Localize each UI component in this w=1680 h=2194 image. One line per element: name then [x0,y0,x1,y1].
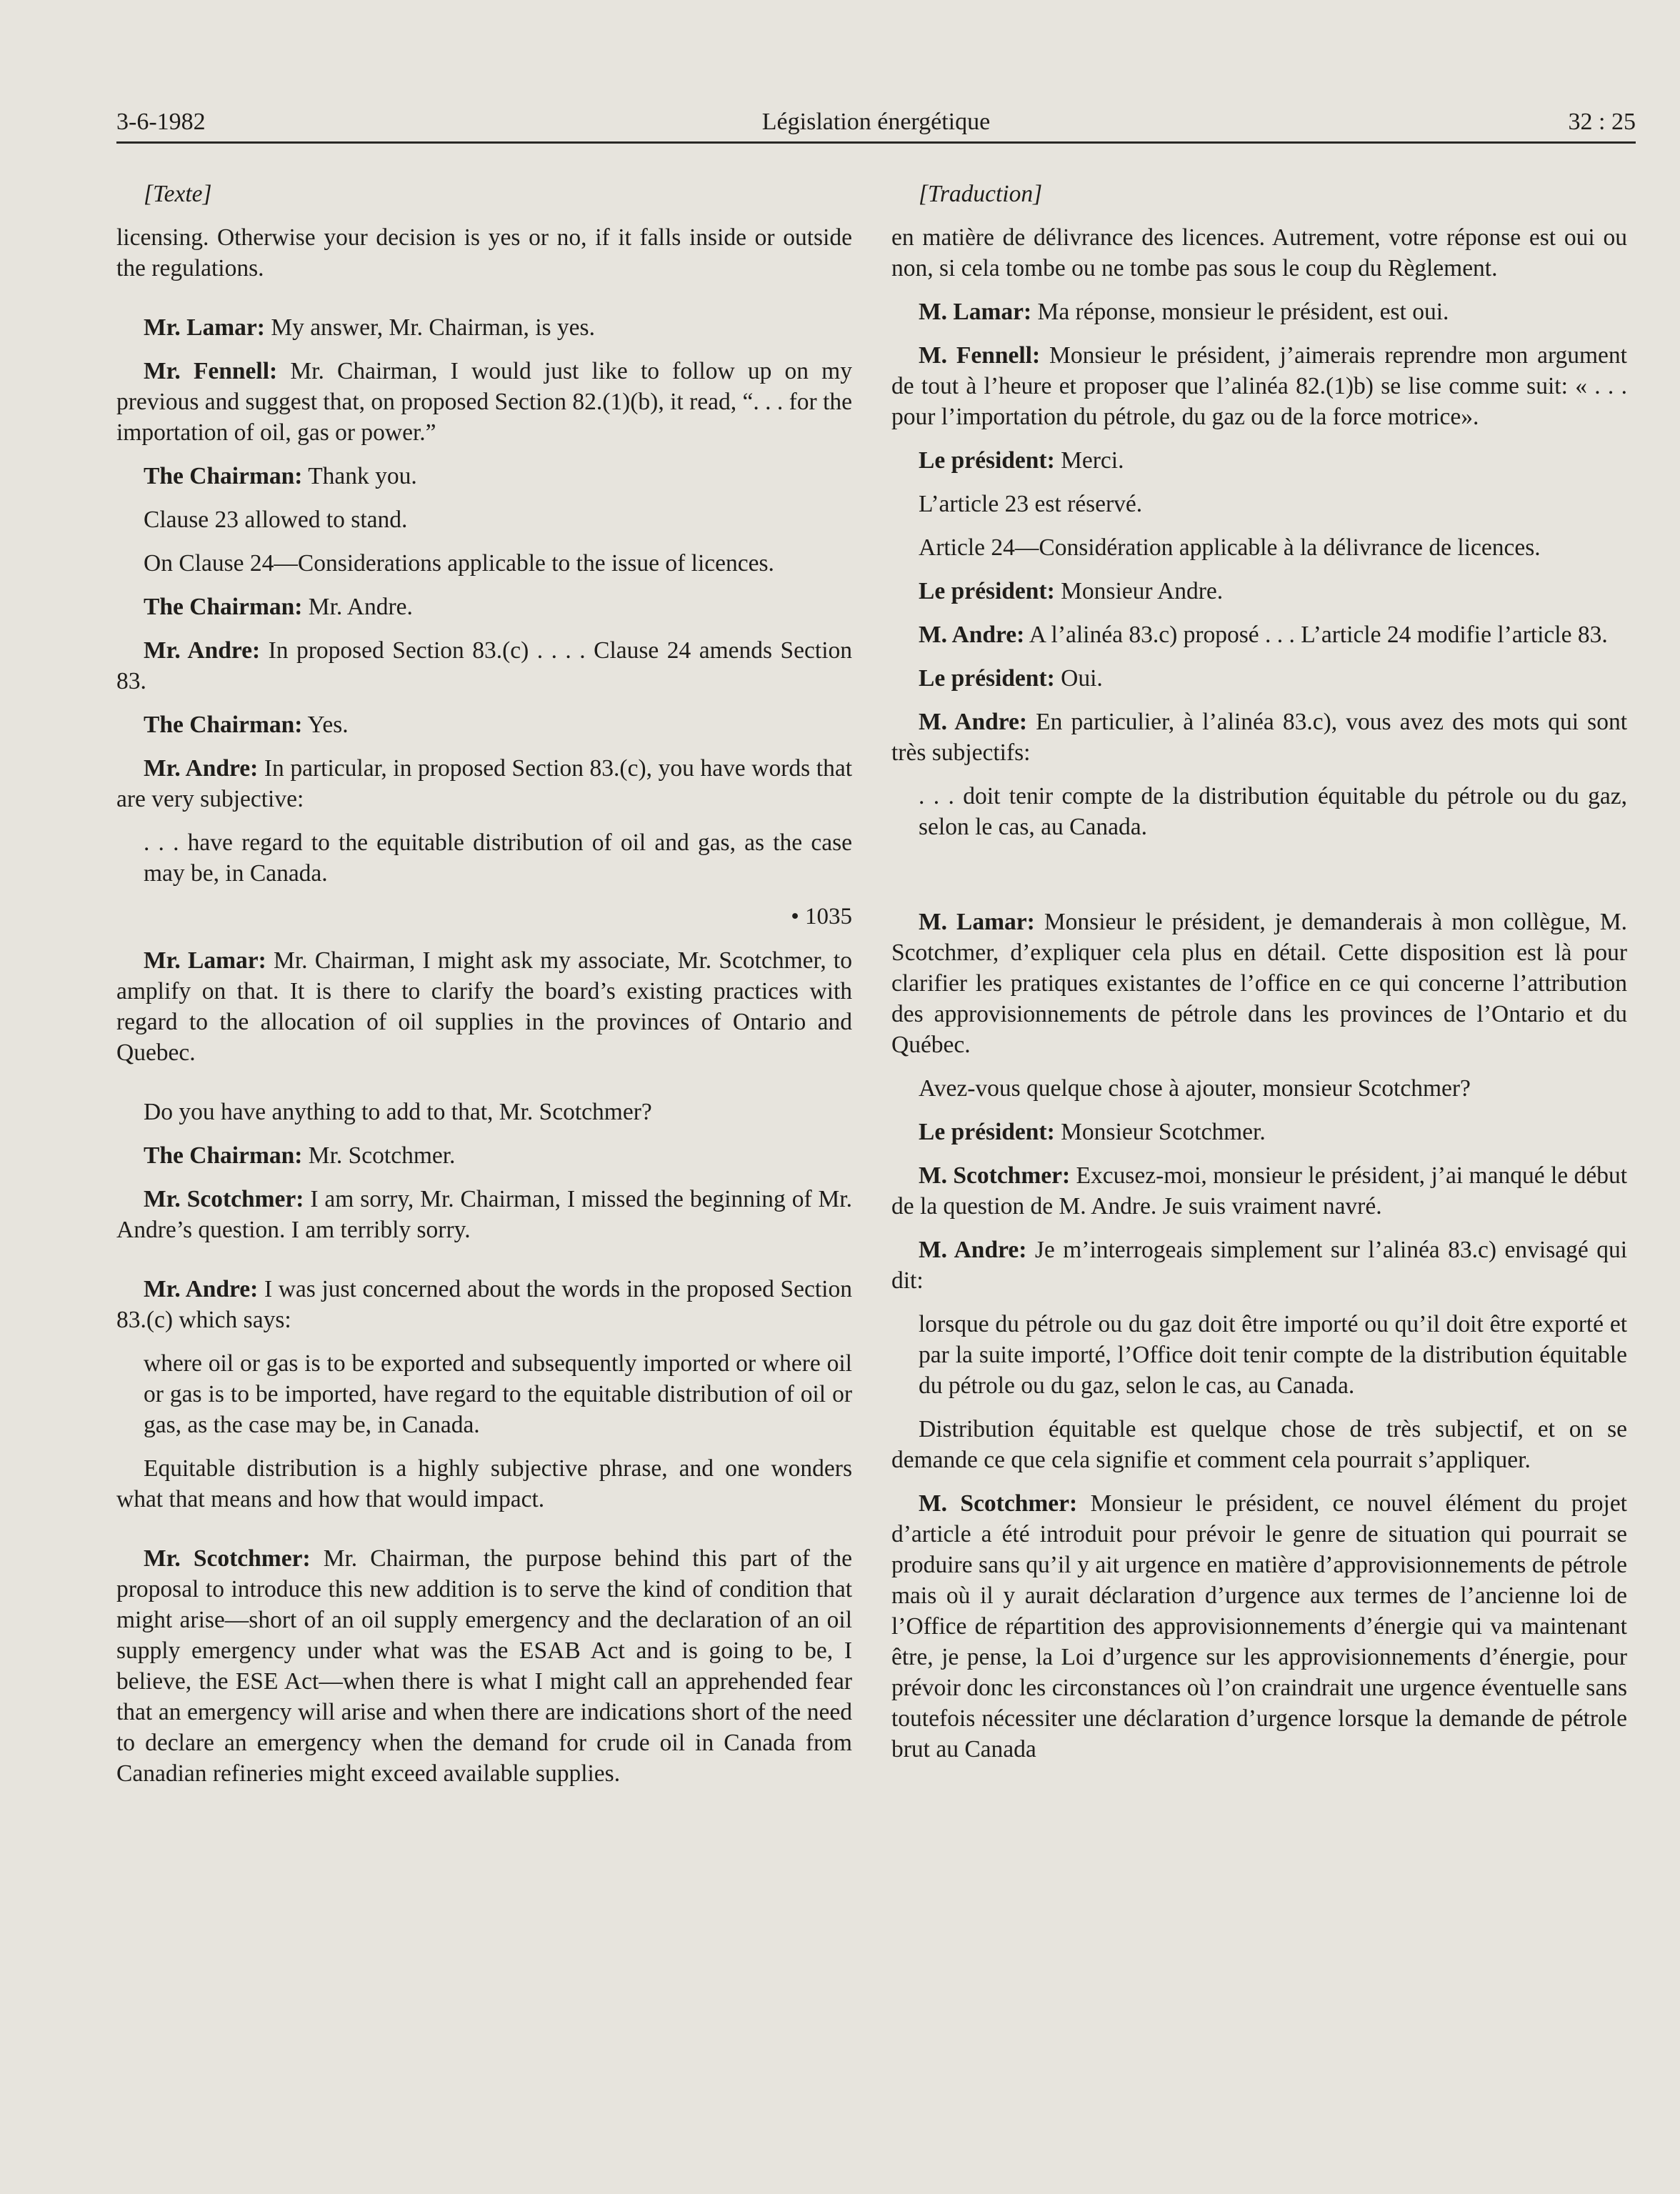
speech [116,592,852,622]
speaker: M. Andre: [919,1237,1027,1263]
header-title: Législation énergétique [761,109,991,135]
speech-text: Monsieur le président, ce nouvel élément du projet d’article a été introduit pour prévoir le genre de situation qui pourrait se produire sans qu’il y ait urgence en matière d’approvisionnements de pétrole mais où il y aurait déclaration d’urgence aux termes de l’ancienne loi de l’Office de répartition des approvisionnements d’énergie qui va maintenant être, je pense, la Loi d’urgence sur les approvisionnements d’énergie, pour prévoir donc les circonstances où l’on craindrait une urgence éventuelle sans toutefois nécessiter une déclaration d’urgence lorsque la demande de pétrole brut au Canada [891,1490,1627,1762]
speech-text: Mr. Andre. [302,594,413,620]
speech [116,1140,852,1171]
speech-text: Mr. Chairman, I might ask my associate, Mr. Scotchmer, to amplify on that. It is there to clarify the board’s existing practices with regard to the allocation of oil supplies in the provinces of Ontario and Quebec. [116,947,852,1066]
speech-text: A l’alinéa 83.c) proposé . . . L’article 24 modifie l’article 83. [1024,622,1608,648]
speech [116,635,852,697]
quotation: . . . doit tenir compte de la distribution équitable du pétrole ou du gaz, selon le cas, au Canada. [919,783,1627,840]
speaker: Mr. Lamar: [144,947,266,974]
speech-text: Monsieur le président, je demanderais à mon collègue, M. Scotchmer, d’expliquer cela plus en détail. Cette disposition est là pour clarifier les pratiques existantes de l’office en ce qui concerne l’attribution des approvisionnements de pétrole dans les provinces de l’Ontario et du Québec. [891,909,1627,1058]
speaker: Mr. Lamar: [144,314,265,341]
speech [116,1274,852,1335]
quotation: . . . have regard to the equitable distribution of oil and gas, as the case may be, in Canada. [144,829,852,887]
speech-text: Thank you. [302,463,417,489]
speech [891,340,1627,432]
speaker: Le président: [919,1119,1055,1145]
speaker: Mr. Scotchmer: [144,1186,304,1212]
speaker: M. Scotchmer: [919,1162,1071,1189]
paragraph: Avez-vous quelque chose à ajouter, monsieur Scotchmer? [919,1075,1471,1102]
speech-text: Excusez-moi, monsieur le président, j’ai manqué le début de la question de M. Andre. Je suis vraiment navré. [891,1162,1628,1220]
paragraph: L’article 23 est réservé. [919,491,1143,517]
paragraph: Equitable distribution is a highly subjective phrase, and one wonders what that means and how that would impact. [116,1455,852,1512]
speaker: Mr. Andre: [144,1276,259,1302]
speaker: The Chairman: [144,1142,303,1169]
speech-text: Monsieur le président, j’aimerais reprendre mon argument de tout à l’heure et proposer que l’alinéa 82.(1)b) se lise comme suit: « . . . pour l’importation du pétrole, du gaz ou de la force motrice». [891,342,1627,430]
speech-text: In particular, in proposed Section 83.(c), you have words that are very subjective: [116,755,853,812]
speech-text: I was just concerned about the words in the proposed Section 83.(c) which says: [116,1276,852,1333]
speech [116,945,852,1068]
speech [891,1160,1627,1222]
speaker: M. Fennell: [919,342,1041,369]
speech [891,707,1627,768]
paragraph: en matière de délivrance des licences. Autrement, votre réponse est oui ou non, si cela tombe ou ne tombe pas sous le coup du Règlement. [891,224,1627,281]
paragraph: Do you have anything to add to that, Mr. Scotchmer? [144,1099,652,1125]
speaker: Le président: [919,665,1055,692]
speaker: M. Scotchmer: [919,1490,1078,1517]
speech-text: My answer, Mr. Chairman, is yes. [264,314,595,341]
speech [891,576,1627,607]
speaker: Le président: [919,578,1055,604]
speech [116,312,852,343]
speaker: The Chairman: [144,594,303,620]
speech [891,1117,1627,1147]
speaker: M. Lamar: [919,299,1032,325]
speech-text: In proposed Section 83.(c) . . . . Clause 24 amends Section 83. [116,637,853,694]
speech-text: I am sorry, Mr. Chairman, I missed the beginning of Mr. Andre’s question. I am terribly sorry. [116,1186,852,1243]
speech-text: Je m’interrogeais simplement sur l’alinéa 83.c) envisagé qui dit: [891,1237,1628,1294]
header-page-number: 32 : 25 [1568,109,1636,135]
speech [891,1235,1627,1296]
speech [116,709,852,740]
speech-text: Mr. Chairman, I would just like to follow up on my previous and suggest that, on proposed Section 82.(1)(b), it read, “. . . for the importation of oil, gas or power.” [116,358,852,446]
clause-heading: On Clause 24—Considerations applicable to the issue of licences. [144,550,774,577]
speech [891,907,1627,1060]
time-marker: • 1035 [791,904,852,929]
speech-text: En particulier, à l’alinéa 83.c), vous avez des mots qui sont très subjectifs: [891,709,1628,766]
english-column [116,179,852,1802]
speech [116,1184,852,1245]
page-header [116,106,1636,144]
speaker: The Chairman: [144,463,303,489]
speaker: The Chairman: [144,712,303,738]
speech [116,356,852,448]
speech-text: Merci. [1054,447,1124,474]
speaker: Mr. Andre: [144,637,261,664]
speech-text: Oui. [1054,665,1103,692]
translation-tag: [Traduction] [919,181,1043,207]
speech [891,296,1627,327]
speech-text: Monsieur Scotchmer. [1054,1119,1266,1145]
paragraph: Distribution équitable est quelque chose de très subjectif, et on se demande ce que cela signifie et comment cela pourrait s’appliquer. [891,1416,1627,1473]
header-date: 3-6-1982 [116,109,206,135]
speech [891,619,1627,650]
speaker: M. Andre: [919,709,1028,735]
speaker: Le président: [919,447,1055,474]
speech-text: Mr. Scotchmer. [302,1142,456,1169]
speech-text: Yes. [302,712,349,738]
speech [116,1543,852,1789]
paragraph: Clause 23 allowed to stand. [144,507,408,533]
quotation: where oil or gas is to be exported and subsequently imported or where oil or gas is to be imported, have regard to the equitable distribution of oil or gas, as the case may be, in Canada. [144,1350,852,1438]
speech [116,753,852,814]
speech [891,445,1627,476]
paragraph: licensing. Otherwise your decision is yes or no, if it falls inside or outside the regulations. [116,224,852,281]
speech-text: Mr. Chairman, the purpose behind this part of the proposal to introduce this new addition is to serve the kind of condition that might arise—short of an oil supply emergency and the declaration of an oil supply emergency under what was the ESAB Act and is going to be, I believe, the ESE Act—when there is what I might call an apprehended fear that an emergency will arise and when there are indications short of the need to declare an emergency when the demand for crude oil in Canada from Canadian refineries might exceed available supplies. [116,1545,852,1787]
text-tag: [Texte] [144,181,212,207]
speaker: M. Lamar: [919,909,1035,935]
speaker: M. Andre: [919,622,1025,648]
speech-text: Ma réponse, monsieur le président, est oui. [1031,299,1449,325]
clause-heading: Article 24—Considération applicable à la délivrance de licences. [919,534,1541,561]
quotation: lorsque du pétrole ou du gaz doit être importé ou qu’il doit être exporté et par la suite importé, l’Office doit tenir compte de la distribution équitable du pétrole ou du gaz, selon le cas, au Canada. [919,1311,1627,1399]
french-column [891,179,1627,1777]
speech-text: Monsieur Andre. [1054,578,1224,604]
speech [891,663,1627,694]
speech [891,1488,1627,1765]
speaker: Mr. Fennell: [144,358,278,384]
speech [116,461,852,492]
speaker: Mr. Scotchmer: [144,1545,311,1572]
speaker: Mr. Andre: [144,755,259,782]
